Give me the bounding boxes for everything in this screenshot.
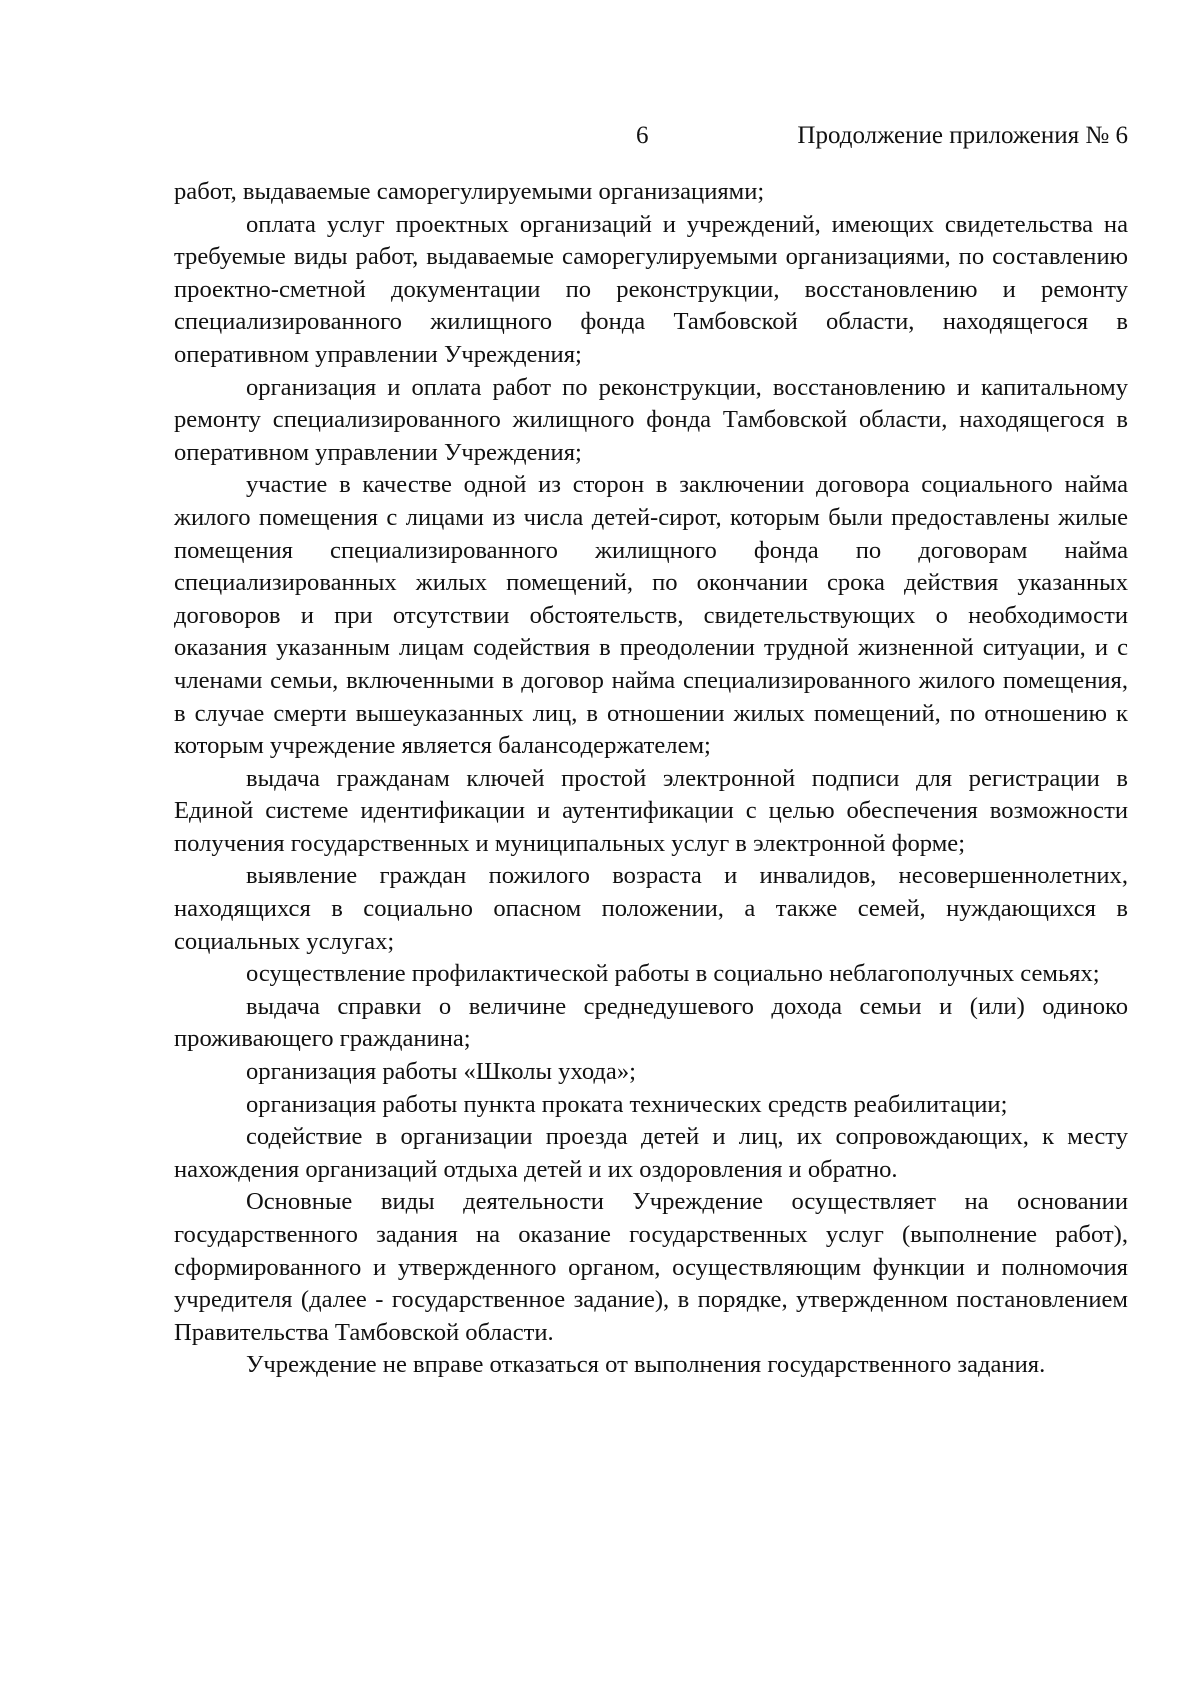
paragraph: организация работы «Школы ухода»; bbox=[246, 1058, 636, 1086]
page-number: 6 bbox=[636, 122, 649, 149]
paragraph: выявление граждан пожилого возраста и инвалидов, несовершеннолетних, находящихся в социально опасном положении, а также семей, нуждающихся в социальных услугах; bbox=[174, 862, 1128, 955]
appendix-continuation-label: Продолжение приложения № 6 bbox=[797, 122, 1128, 149]
paragraph: выдача справки о величине среднедушевого дохода семьи и (или) одиноко проживающего гражданина; bbox=[174, 992, 1128, 1053]
paragraph: организация работы пункта проката технических средств реабилитации; bbox=[246, 1090, 1008, 1118]
paragraph: организация и оплата работ по реконструкции, восстановлению и капитальному ремонту специализированного жилищного фонда Тамбовской области, находящегося в оперативном управлении Учреждения; bbox=[174, 373, 1128, 466]
paragraph: выдача гражданам ключей простой электронной подписи для регистрации в Единой системе идентификации и аутентификации с целью обеспечения возможности получения государственных и муниципальных услуг в электронной форме; bbox=[174, 764, 1128, 857]
paragraph: Основные виды деятельности Учреждение осуществляет на основании государственного задания на оказание государственных услуг (выполнение работ), сформированного и утвержденного органом, осуществляющим функции и полномочия учредителя (далее - государственное задание), в порядке, утвержденном постановлением Правительства Тамбовской области. bbox=[174, 1188, 1128, 1346]
paragraph: осуществление профилактической работы в социально неблагополучных семьях; bbox=[246, 960, 1100, 988]
paragraph: Учреждение не вправе отказаться от выполнения государственного задания. bbox=[246, 1351, 1046, 1379]
page-header bbox=[174, 118, 1128, 154]
paragraph: участие в качестве одной из сторон в заключении договора социального найма жилого помещения с лицами из числа детей-сирот, которым были предоставлены жилые помещения специализированного жилищного фонда по договорам найма специализированных жилых помещений, по окончании срока действия указанных договоров и при отсутствии обстоятельств, свидетельствующих о необходимости оказания указанным лицам содействия в преодолении трудной жизненной ситуации, и с членами семьи, включенными в договор найма специализированного жилого помещения, в случае смерти вышеуказанных лиц, в отношении жилых помещений, по отношению к которым учреждение является балансодержателем; bbox=[174, 471, 1128, 760]
paragraph-continued: работ, выдаваемые саморегулируемыми организациями; bbox=[174, 178, 765, 205]
document-body bbox=[174, 176, 1128, 1382]
paragraph: содействие в организации проезда детей и лиц, их сопровождающих, к месту нахождения организаций отдыха детей и их оздоровления и обратно. bbox=[174, 1123, 1128, 1183]
paragraph: оплата услуг проектных организаций и учреждений, имеющих свидетельства на требуемые виды работ, выдаваемые саморегулируемыми организациями, по составлению проектно-сметной документации по реконструкции, восстановлению и ремонту специализированного жилищного фонда Тамбовской области, находящегося в оперативном управлении Учреждения; bbox=[174, 210, 1128, 368]
